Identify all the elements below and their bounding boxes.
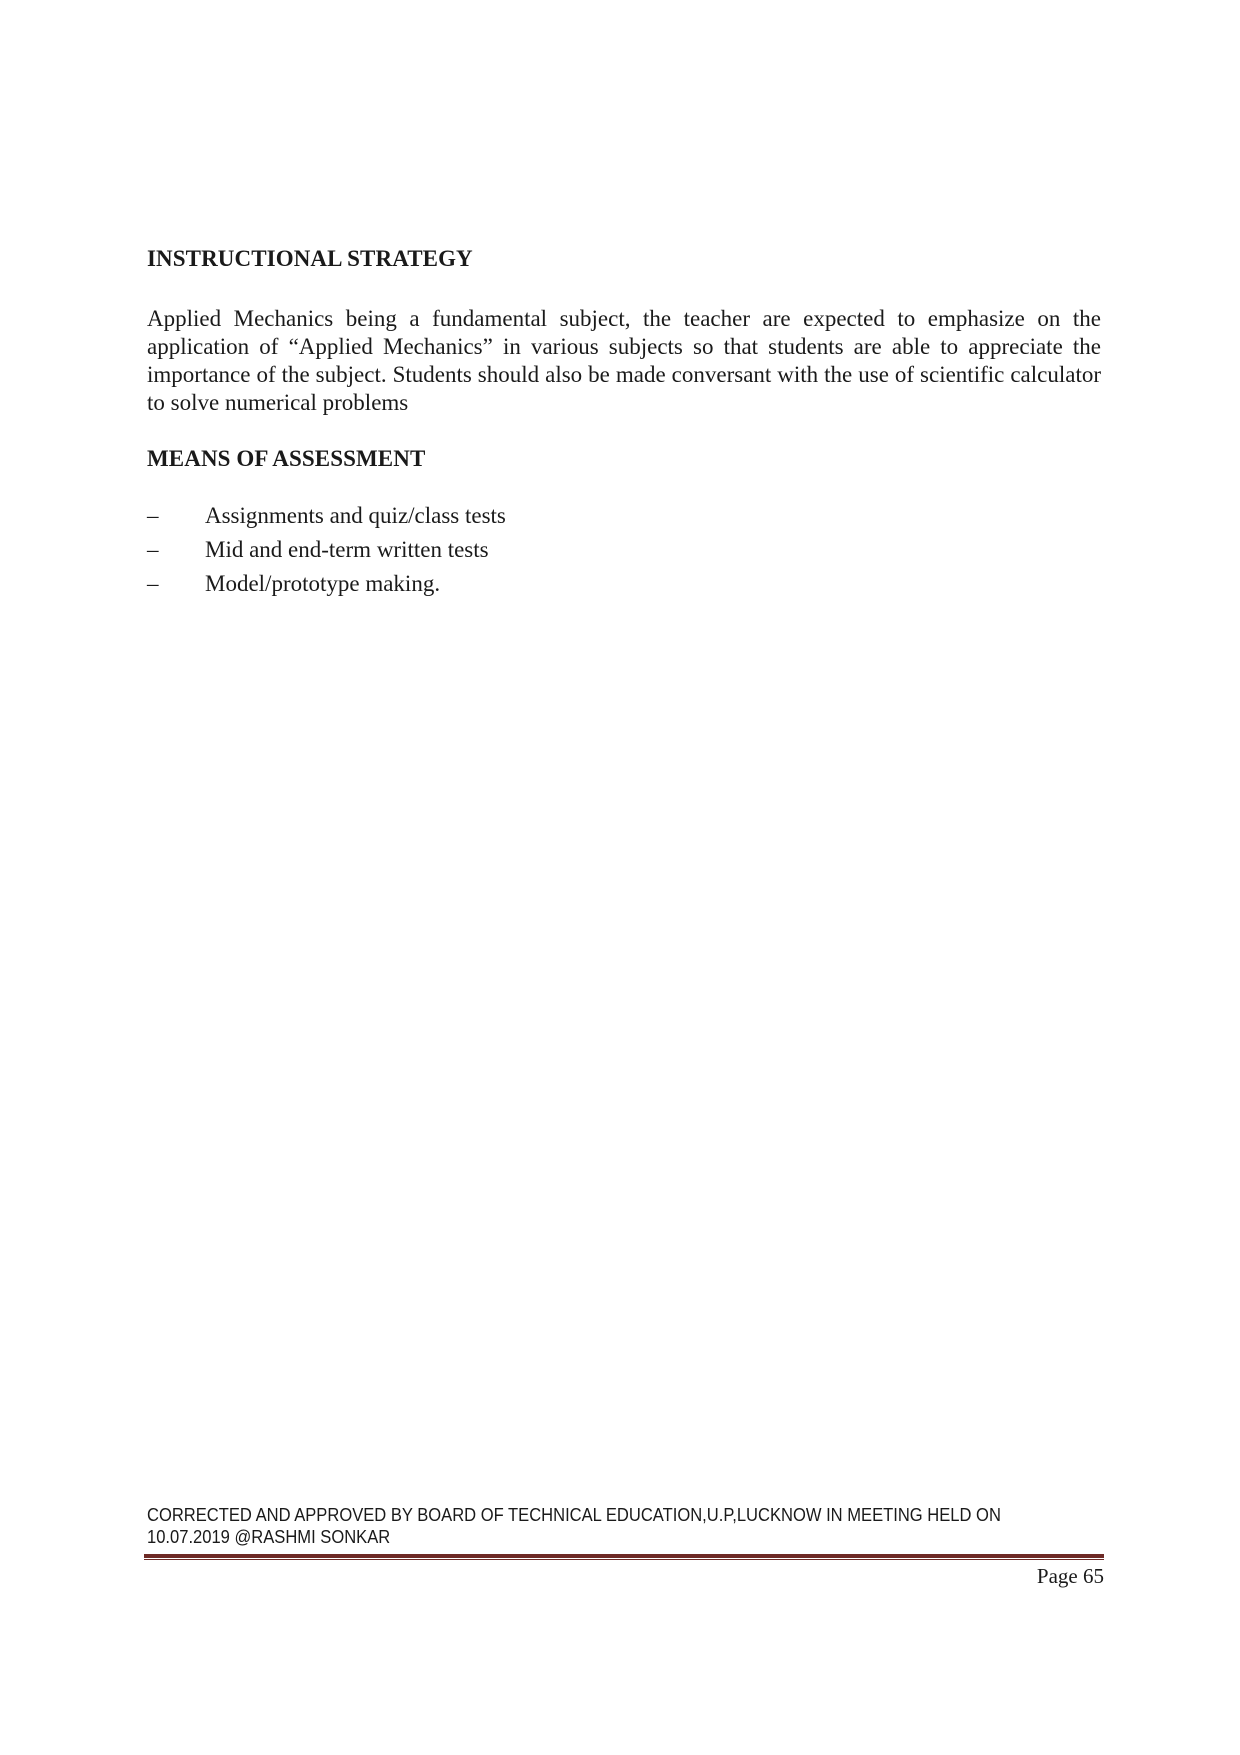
section-heading-means-of-assessment: MEANS OF ASSESSMENT: [147, 446, 426, 471]
list-item: [147, 570, 506, 604]
dash-bullet-icon: –: [147, 503, 159, 528]
dash-bullet-icon: –: [147, 571, 159, 596]
list-item-text: Mid and end-term written tests: [205, 537, 489, 562]
list-item: [147, 536, 506, 570]
section-heading-instructional-strategy: INSTRUCTIONAL STRATEGY: [147, 246, 473, 271]
footer-divider: [144, 1554, 1104, 1558]
footer-approval-line: 10.07.2019 @RASHMI SONKAR: [147, 1527, 391, 1547]
section-paragraph-instructional-strategy: Applied Mechanics being a fundamental subject, the teacher are expected to emphasize on the application of “Applied Mechanics” in various subjects so that students are able to appreciate the importance of the subject. Students should also be made conversant with the use of scientific calculator to solve numerical problems: [147, 306, 1101, 415]
footer-approval-line: CORRECTED AND APPROVED BY BOARD OF TECHNICAL EDUCATION,U.P,LUCKNOW IN MEETING HELD ON: [147, 1505, 1001, 1525]
assessment-list: [147, 502, 506, 604]
list-item-text: Model/prototype making.: [205, 571, 441, 596]
dash-bullet-icon: –: [147, 537, 159, 562]
footer-approval-note: [147, 1504, 1030, 1548]
list-item-text: Assignments and quiz/class tests: [205, 503, 506, 528]
page-number: Page 65: [1036, 1564, 1104, 1588]
footer-divider-thin: [144, 1559, 1104, 1560]
list-item: [147, 502, 506, 536]
